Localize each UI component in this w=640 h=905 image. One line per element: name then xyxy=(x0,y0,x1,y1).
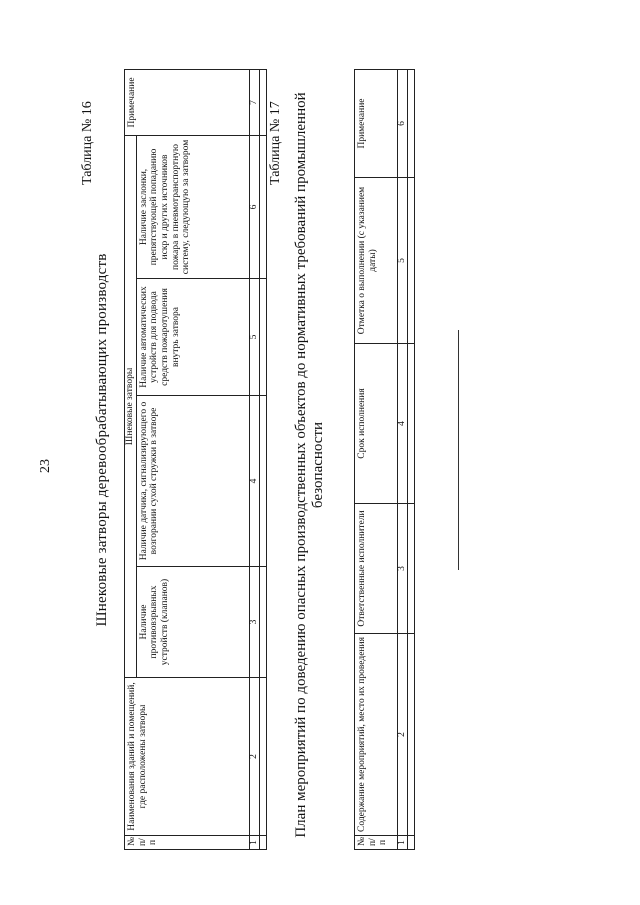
table17-empty-cell xyxy=(408,504,415,634)
table17-header-mark: Отметка о выполнении (с указанием даты) xyxy=(355,178,398,344)
table17-colnum-5: 5 xyxy=(398,178,408,344)
table16-header-note: Примечание xyxy=(125,69,250,135)
table16-colnum-2: 2 xyxy=(249,678,259,836)
table17-empty-cell xyxy=(408,836,415,850)
table16-label: Таблица № 16 xyxy=(80,101,95,185)
table17-colnum-3: 3 xyxy=(398,504,408,634)
table16-header-col3: Наличие противовзрывных устройств (клапанов) xyxy=(136,567,249,678)
table17-header-content: Содержание мероприятий, место их проведения xyxy=(355,634,398,836)
table16 xyxy=(124,69,267,850)
table16-header-num: № п/п xyxy=(125,836,250,850)
table17-header-deadline: Срок исполнения xyxy=(355,344,398,504)
table16-header-col5: Наличие автоматических устройств для подвода средств пожаротушения внутрь затвора xyxy=(136,279,249,396)
table17-label: Таблица № 17 xyxy=(268,101,283,185)
table17-colnum-4: 4 xyxy=(398,344,408,504)
table16-empty-cell xyxy=(259,279,266,396)
table16-empty-cell xyxy=(259,567,266,678)
table16-colnum-5: 5 xyxy=(249,279,259,396)
table17-number-row xyxy=(398,70,408,850)
table17-header-row xyxy=(355,70,398,850)
table16-empty-cell xyxy=(259,678,266,836)
table16-empty-cell xyxy=(259,396,266,567)
table16-header-row xyxy=(125,69,137,849)
table16-header-col4: Наличие датчика, сигнализирующего о возгорании сухой стружки в затворе xyxy=(136,396,249,567)
table16-empty-row xyxy=(259,69,266,849)
table17-empty-cell xyxy=(408,344,415,504)
separator-line xyxy=(458,330,459,570)
table17-title: План мероприятий по доведению опасных производственных объектов до нормативных требований промышленной безопасности xyxy=(293,92,327,838)
table17-colnum-1: 1 xyxy=(398,836,408,850)
table17-colnum-6: 6 xyxy=(398,70,408,178)
table17 xyxy=(354,69,415,850)
table16-colnum-6: 6 xyxy=(249,135,259,278)
table16-empty-cell xyxy=(259,69,266,135)
page-number: 23 xyxy=(38,459,53,473)
table17-colnum-2: 2 xyxy=(398,634,408,836)
table17-empty-cell xyxy=(408,634,415,836)
table17-header-num: № п/п xyxy=(355,836,398,850)
table16-colnum-1: 1 xyxy=(249,836,259,850)
table16-number-row xyxy=(249,69,259,849)
table16-header-col6: Наличие заслонки, препятствующей попаданию искр и других источников пожара в пневмотранспортную систему, следующую за затвором xyxy=(136,135,249,278)
table16-colnum-3: 3 xyxy=(249,567,259,678)
table17-header-responsible: Ответственные исполнители xyxy=(355,504,398,634)
table17-empty-cell xyxy=(408,178,415,344)
table16-colnum-7: 7 xyxy=(249,69,259,135)
table17-empty-row xyxy=(408,70,415,850)
table17-empty-cell xyxy=(408,70,415,178)
table16-empty-cell xyxy=(259,836,266,850)
table16-header-group: Шнековые затворы xyxy=(125,135,137,677)
table16-header-building: Наименования зданий и помещений, где расположены затворы xyxy=(125,678,250,836)
table16-colnum-4: 4 xyxy=(249,396,259,567)
table16-empty-cell xyxy=(259,135,266,278)
table16-title: Шнековые затворы деревообрабатывающих производств xyxy=(94,253,110,627)
table17-header-note: Примечание xyxy=(355,70,398,178)
